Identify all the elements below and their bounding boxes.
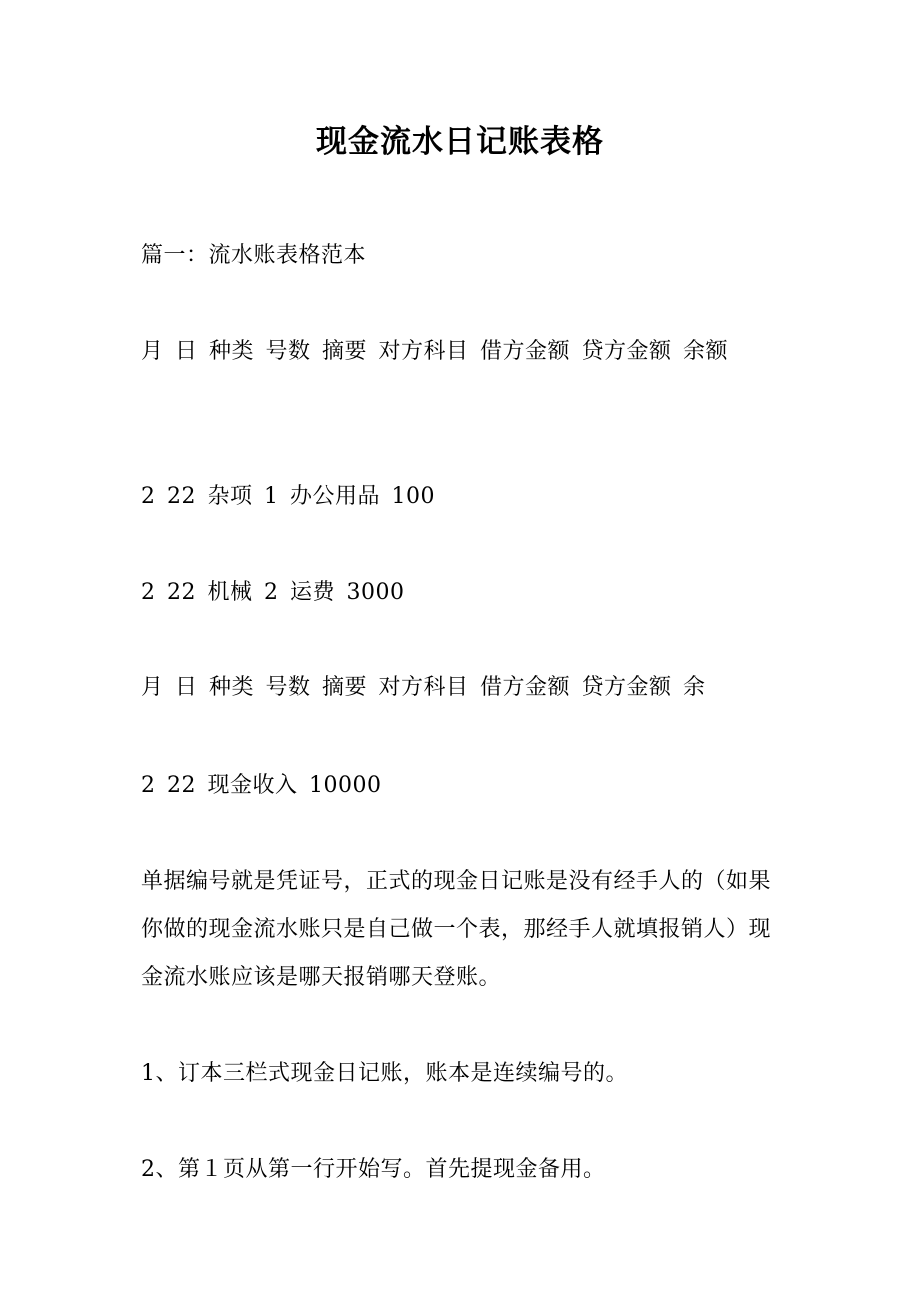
ledger-header-line: 月 日 种类 号数 摘要 对方科目 借方金额 贷方金额 余额 (141, 339, 728, 364)
section-heading: 篇一：流水账表格范本 (141, 243, 367, 268)
ledger-entry-line: 2 22 杂项 1 办公用品 100 (141, 484, 435, 509)
ledger-entry-line: 2 22 机械 2 运费 3000 (141, 580, 405, 605)
document-title: 现金流水日记账表格 (316, 124, 604, 160)
ledger-entry-line: 2 22 现金收入 10000 (141, 773, 382, 798)
step-item: 1、订本三栏式现金日记账，账本是连续编号的。 (141, 1061, 628, 1086)
step-item: 2、第１页从第一行开始写。首先提现金备用。 (141, 1157, 606, 1182)
explanation-paragraph: 单据编号就是凭证号，正式的现金日记账是没有经手人的（如果你做的现金流水账只是自己做一个表，那经手人就填报销人）现金流水账应该是哪天报销哪天登账。 (141, 869, 772, 990)
ledger-header-line: 月 日 种类 号数 摘要 对方科目 借方金额 贷方金额 余 (141, 675, 706, 700)
